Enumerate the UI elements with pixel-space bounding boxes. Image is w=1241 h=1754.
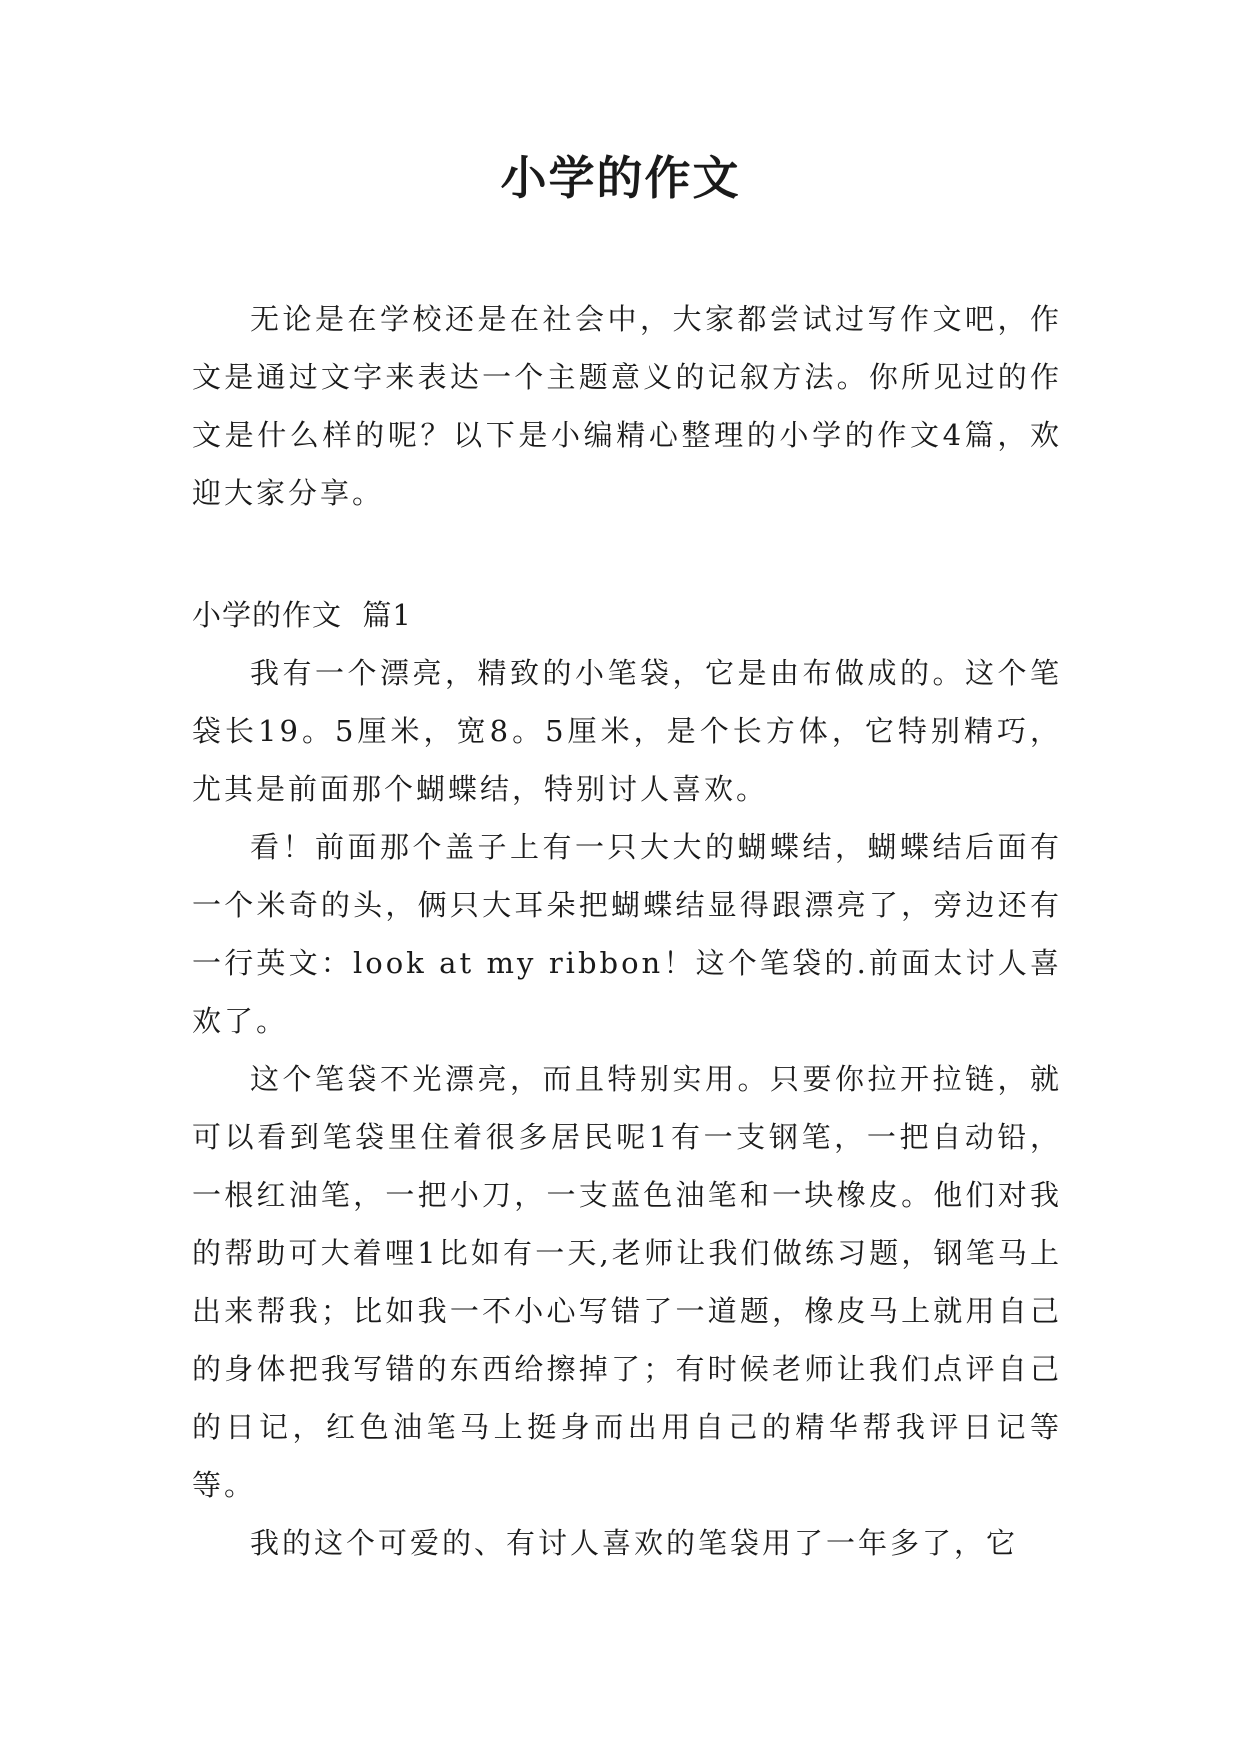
body-paragraph: 我的这个可爱的、有讨人喜欢的笔袋用了一年多了，它 [250, 1526, 1019, 1560]
document-body [192, 290, 1062, 1572]
body-paragraph: 这个笔袋不光漂亮，而且特别实用。只要你拉开拉链，就可以看到笔袋里住着很多居民呢1有一支钢笔，一把自动铅，一根红油笔，一把小刀，一支蓝色油笔和一块橡皮。他们对我的帮助可大着哩1比如有一天,老师让我们做练习题，钢笔马上出来帮我；比如我一不小心写错了一道题，橡皮马上就用自己的身体把我写错的东西给擦掉了；有时候老师让我们点评自己的日记，红色油笔马上挺身而出用自己的精华帮我评日记等等。 [192, 1062, 1062, 1502]
body-paragraph: 看！前面那个盖子上有一只大大的蝴蝶结，蝴蝶结后面有一个米奇的头，俩只大耳朵把蝴蝶结显得跟漂亮了，旁边还有一行英文：look at my ribbon！这个笔袋的.前面太讨人喜欢了。 [192, 830, 1062, 1038]
intro-paragraph: 无论是在学校还是在社会中，大家都尝试过写作文吧，作文是通过文字来表达一个主题意义的记叙方法。你所见过的作文是什么样的呢？以下是小编精心整理的小学的作文4篇，欢迎大家分享。 [192, 302, 1062, 510]
body-paragraph: 我有一个漂亮，精致的小笔袋，它是由布做成的。这个笔袋长19。5厘米，宽8。5厘米，是个长方体，它特别精巧，尤其是前面那个蝴蝶结，特别讨人喜欢。 [192, 656, 1062, 806]
document-title: 小学的作文 [500, 151, 741, 205]
section-heading: 小学的作文 篇1 [192, 598, 412, 632]
